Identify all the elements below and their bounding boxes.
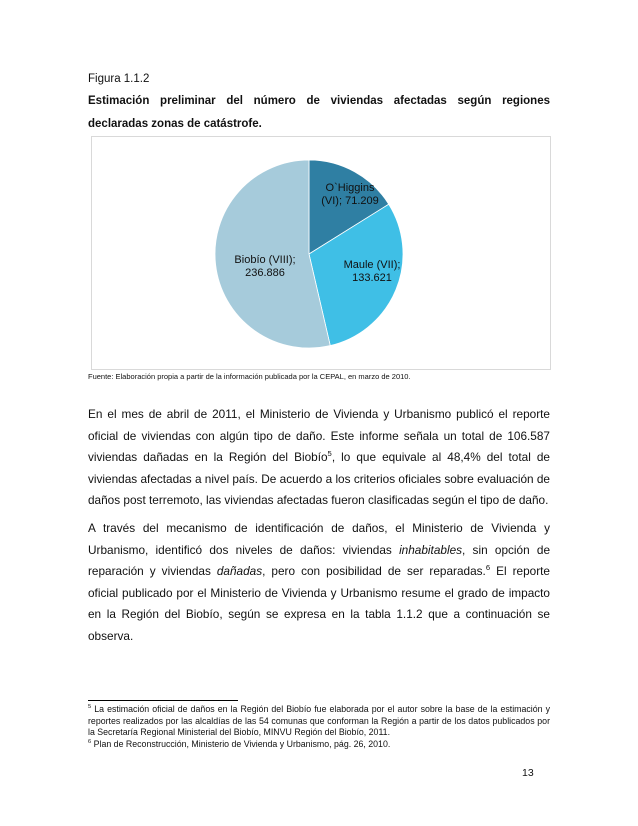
figure-label: Figura 1.1.2 bbox=[88, 73, 150, 85]
footnotes bbox=[88, 704, 550, 750]
slice-label-maule-line2: 133.621 bbox=[352, 272, 392, 284]
slice-label-biobio-line2: 236.886 bbox=[245, 267, 285, 279]
footnote-6-text: Plan de Reconstrucción, Ministerio de Vivienda y Urbanismo, pág. 26, 2010. bbox=[91, 738, 391, 749]
paragraph-1 bbox=[88, 404, 550, 512]
paragraph-1-text-a: En el mes de abril de 2011, el Ministerio de Vivienda y Urbanismo publicó el reporte oficial de viviendas con algún tipo de daño. Este informe señala un total de 106.587 viviendas dañadas en la Región del Biobío bbox=[88, 407, 550, 464]
slice-label-biobio bbox=[225, 254, 305, 280]
footnote-ref-6: 6 bbox=[485, 563, 491, 573]
footnote-rule bbox=[88, 700, 238, 701]
footnote-5-num: 5 bbox=[88, 704, 92, 711]
slice-label-ohiggins-line1: O`Higgins bbox=[325, 182, 375, 194]
paragraph-2-text-d: El reporte oficial publicado por el Ministerio de Vivienda y Urbanismo resume el grado de impacto en la Región del Biobío, según se expresa en la tabla 1.1.2 que a continuación se observa. bbox=[88, 564, 550, 643]
figure-title: Estimación preliminar del número de viviendas afectadas según regiones declaradas zonas de catástrofe. bbox=[88, 95, 550, 130]
page-number: 13 bbox=[522, 767, 534, 779]
pie-chart-svg bbox=[92, 137, 550, 369]
footnote-6-num: 6 bbox=[88, 738, 92, 745]
paragraph-2 bbox=[88, 518, 550, 647]
slice-label-ohiggins-line2: (VI); 71.209 bbox=[321, 195, 379, 207]
paragraph-2-em-1: inhabitables bbox=[399, 542, 463, 557]
paragraph-2-text-a: A través del mecanismo de identificación de daños, el Ministerio de Vivienda y Urbanismo, identificó dos niveles de daños: viviendas bbox=[88, 521, 550, 557]
slice-label-ohiggins bbox=[310, 182, 390, 208]
footnote-ref-5: 5 bbox=[327, 449, 332, 459]
footnote-5-text: La estimación oficial de daños en la Región del Biobío fue elaborada por el autor sobre la base de la estimación y reportes realizados por las alcaldías de las 54 comunas que conforman la Región a partir de los datos publicados por la Secretaría Regional Ministerial del Biobío, MINVU Región del Biobío, 2011. bbox=[88, 704, 550, 737]
paragraph-1-text-b: , lo que equivale al 48,4% del total de viviendas afectadas a nivel país. De acuerdo a los criterios oficiales sobre evaluación de daños post terremoto, las viviendas afectadas fueron clasificadas según el tipo de daño. bbox=[88, 450, 550, 507]
footnote-5 bbox=[88, 704, 550, 739]
paragraph-2-em-2: dañadas bbox=[216, 564, 263, 578]
slice-label-maule-line1: Maule (VII); bbox=[343, 259, 401, 271]
footnote-6 bbox=[88, 739, 550, 751]
paragraph-2-text-b: , sin opción de reparación y viviendas bbox=[88, 542, 551, 578]
paragraph-2-text-c: , pero con posibilidad de ser reparadas. bbox=[262, 564, 486, 578]
slice-label-maule bbox=[332, 259, 412, 285]
slice-label-biobio-line1: Biobío (VIII); bbox=[234, 254, 296, 266]
pie-chart bbox=[91, 136, 551, 370]
figure-source: Fuente: Elaboración propia a partir de la información publicada por la CEPAL, en marzo de 2010. bbox=[88, 372, 411, 381]
